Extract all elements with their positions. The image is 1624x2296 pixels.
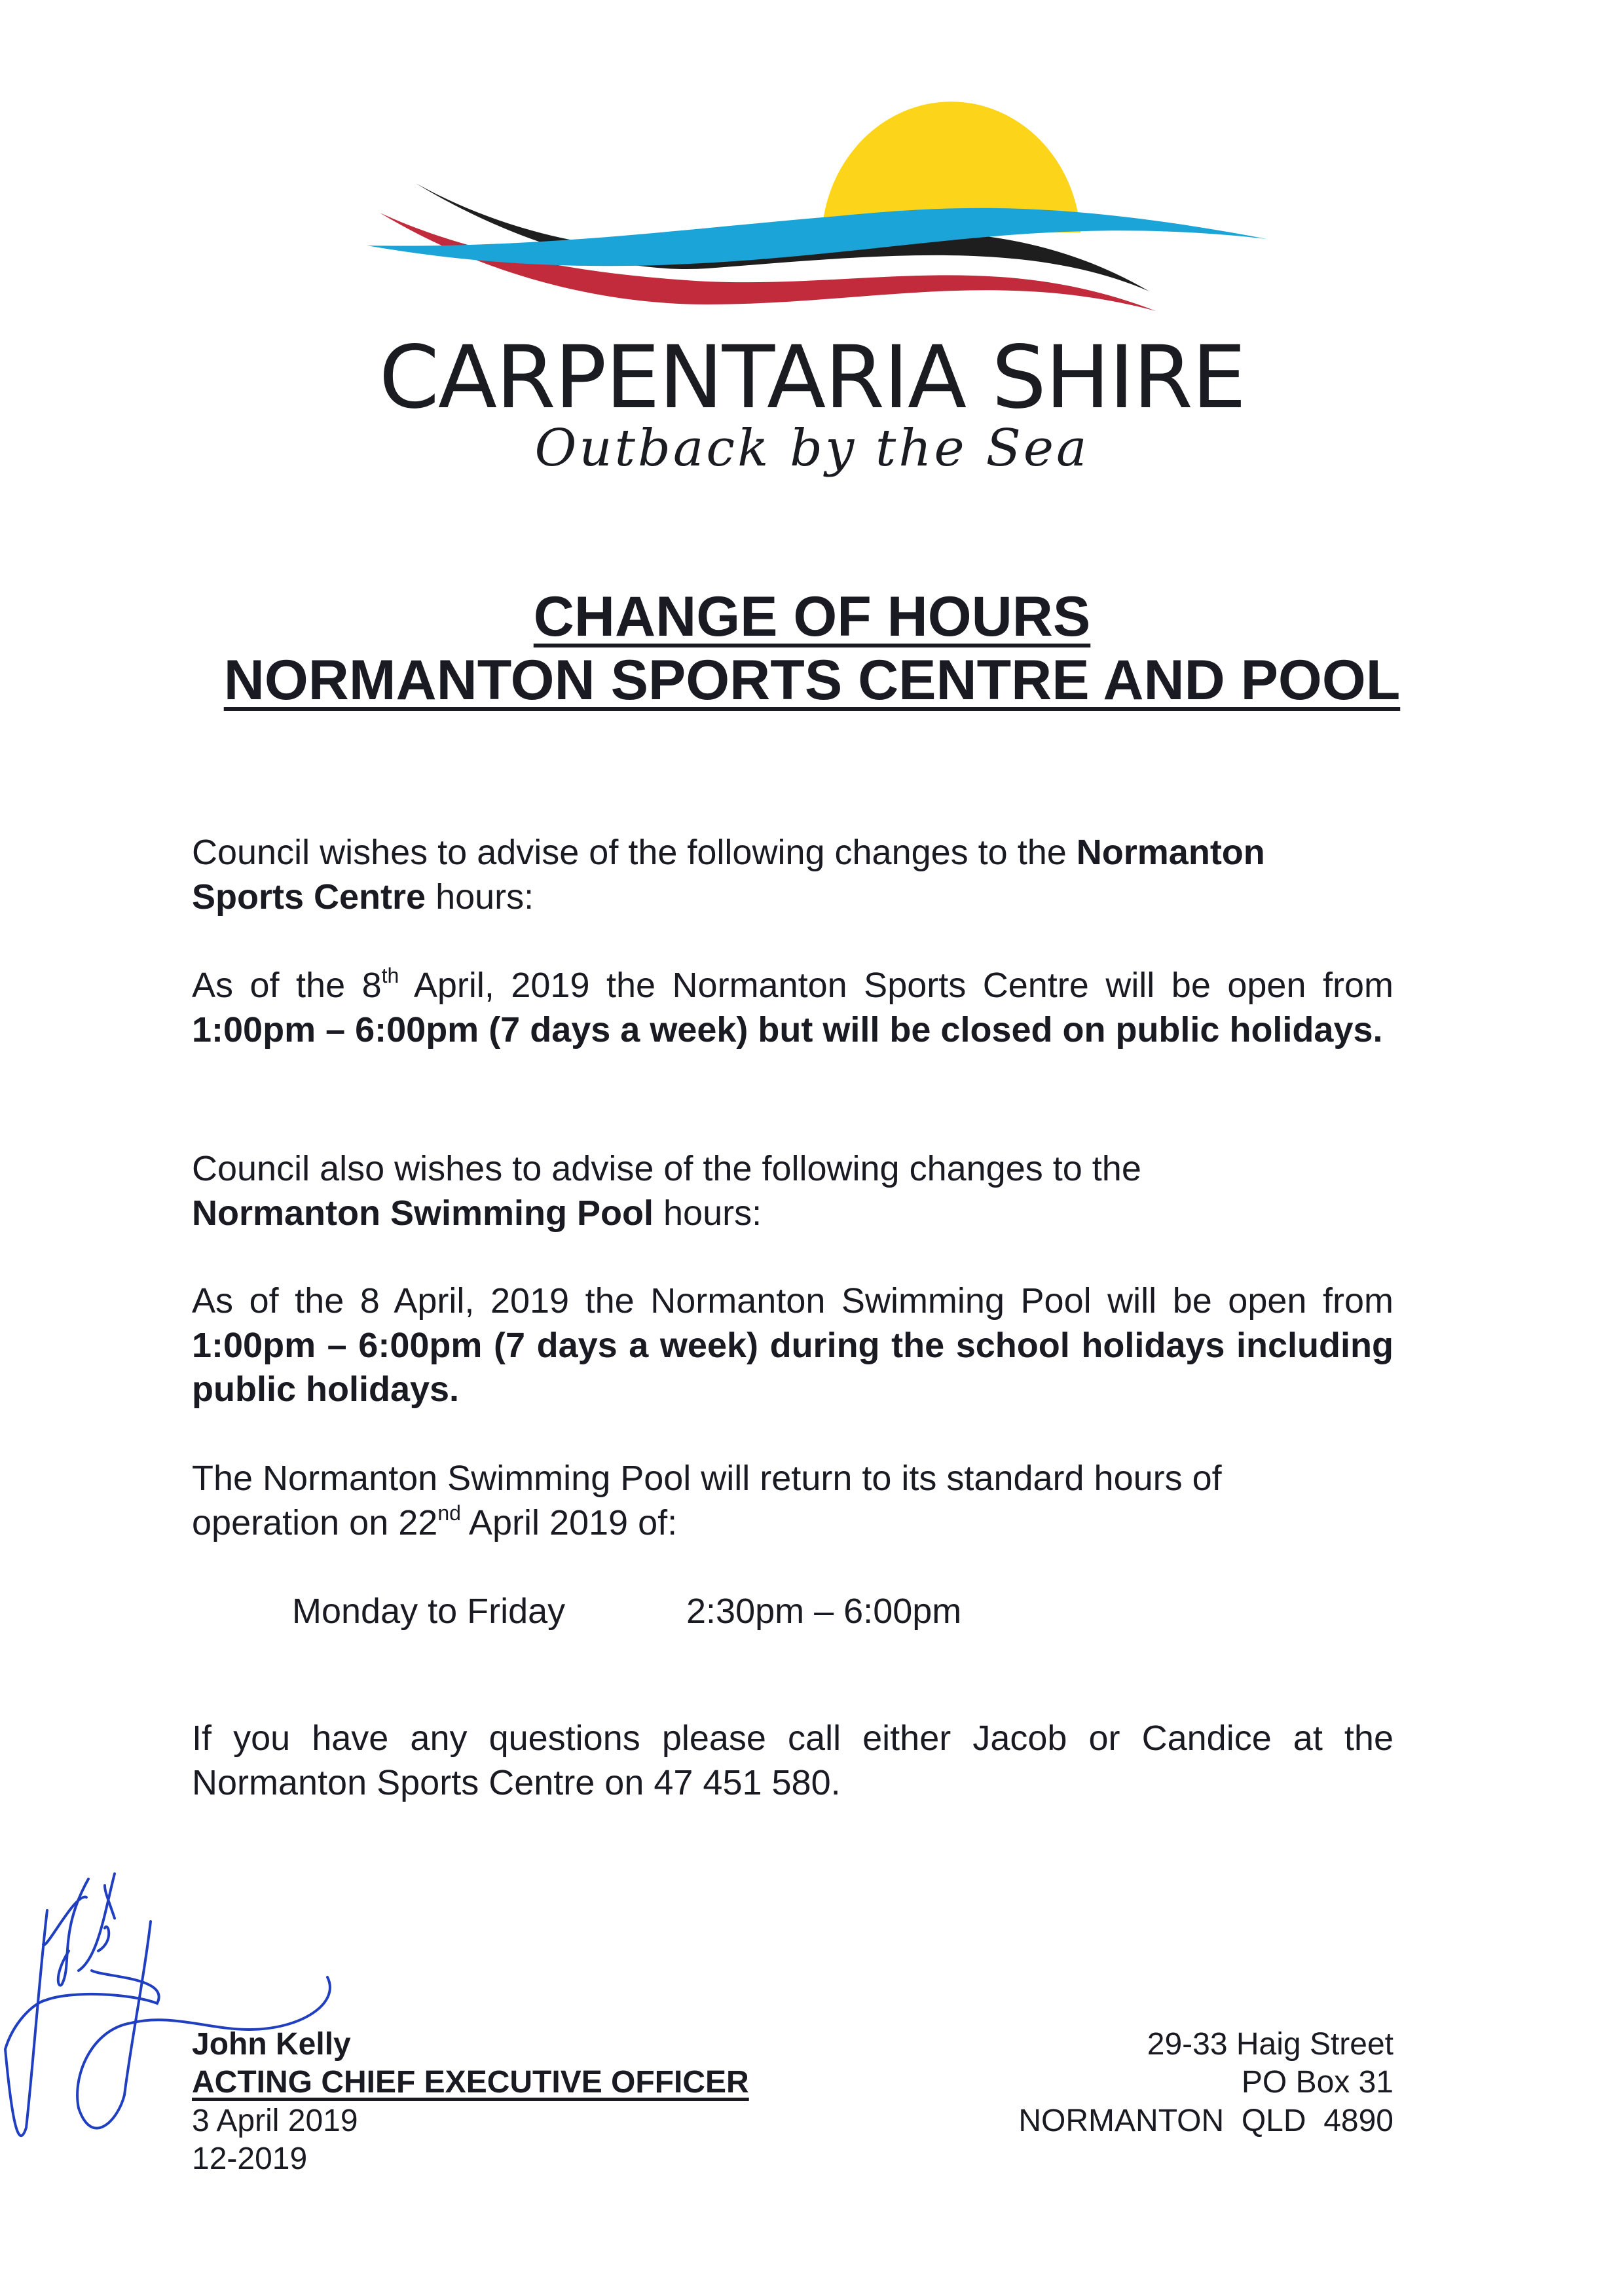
schedule-hours: 2:30pm – 6:00pm [686,1592,962,1631]
text: hours: [426,877,534,917]
paragraph-pool-intro [192,1147,1240,1235]
letter-reference: 12-2019 [192,2141,308,2176]
text: As of the 8 April, 2019 the Normanton Swimming Pool will be open from [192,1281,1393,1321]
ordinal-suffix: th [381,964,399,987]
text: hours: [654,1193,762,1233]
paragraph-contact: If you have any questions please call either Jacob or Candice at the Normanton Sports Centre on 47 451 580. [192,1719,1393,1802]
hours-bold: 1:00pm – 6:00pm (7 days a week) during the school holidays including public holidays. [192,1325,1393,1410]
facility-name: Normanton Sports Centre [192,833,1265,917]
council-name: CARPENTARIA SHIRE [378,327,1246,428]
text: Council wishes to advise of the following changes to the [192,833,1077,872]
hours-bold: 1:00pm – 6:00pm (7 days a week) but will be closed on public holidays. [192,1010,1383,1049]
notice-title-line1: CHANGE OF HOURS [533,585,1091,648]
text: The Normanton Swimming Pool will return to its standard hours of operation on 22 [192,1459,1222,1542]
signatory-position: ACTING CHIEF EXECUTIVE OFFICER [192,2065,749,2100]
ordinal-suffix: nd [437,1501,461,1525]
notice-title-line2: NORMANTON SPORTS CENTRE AND POOL [223,649,1401,712]
paragraph-sports-centre-intro [192,831,1279,919]
handwritten-signature [0,1872,851,2187]
letter-date: 3 April 2019 [192,2104,358,2138]
paragraph-standard-hours [192,1457,1357,1545]
council-logo-graphic [341,79,1283,314]
address-street: 29-33 Haig Street [1147,2027,1393,2062]
address-town: NORMANTON QLD 4890 [1018,2104,1393,2138]
paragraph-pool-hours [192,1279,1393,1412]
text: Council also wishes to advise of the following changes to the [192,1149,1141,1188]
text: April, 2019 the Normanton Sports Centre will be open from [399,966,1393,1005]
address-po-box: PO Box 31 [1241,2065,1393,2100]
facility-name: Normanton Swimming Pool [192,1193,654,1233]
paragraph-sports-centre-hours [192,964,1393,1052]
signatory-name: John Kelly [192,2027,351,2062]
schedule-days: Monday to Friday [292,1592,566,1631]
council-tagline: Outback by the Sea [534,419,1090,478]
text: As of the 8 [192,966,382,1005]
text: April 2019 of: [460,1503,678,1542]
